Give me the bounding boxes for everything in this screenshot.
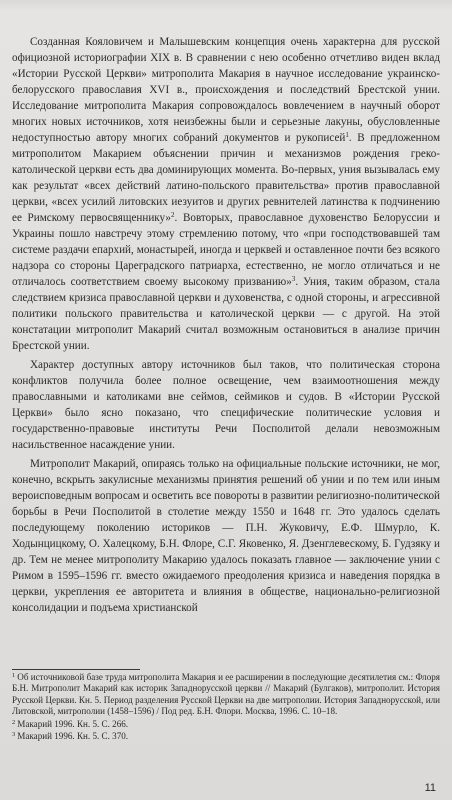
footnote-2: $^2$ Макарий 1996. Кн. 5. С. 266. xyxy=(12,718,129,729)
text-run: Созданная Кояловичем и Малышевским концепция очень характерна для русской официозной историографии XIX в. В сравнении с нею особенно отчетливо виден вклад «Истории Русской Церкви» митрополита Макария в научное исследование украинско-белорусского православия XVI в., происхождения и последствий Брестской унии. Исследование митрополита Макария сопровождалось вовлечением в научный оборот многих новых источников, хотя неизбежны были и серьезные лакуны, обусловленные недоступностью автору многих собраний документов и рукописей xyxy=(12,36,440,144)
text-run: Митрополит Макарий, опираясь только на официальные польские источники, не мог, конечно, вскрыть закулисные механизмы принятия решений об унии и по тем или иным вероисповедным вопросам и осветить все повороты в развитии религиозно-политической борьбы в Речи Посполитой в столетие между 1550 и 1648 гг. Это удалось сделать последующему поколению историков — П.Н. Жуковичу, Е.Ф. Шмурло, К. Ходынцицкому, О. Халецкому, Б.Н. Флоре, С.Г. Яковенко, Я. Дзенглевескому, Б. Гудзяку и др. Тем не менее митрополиту Макарию удалось показать главное — заключение унии с Римом в 1595–1596 гг. вместо ожидаемого преодоления кризиса и наведения порядка в церкви, укрепления ее авторитета и влияния в обществе, национально-религиозной консолидации и подъема христианской xyxy=(12,458,440,614)
text-run: Характер доступных автору источников был таков, что политическая сторона конфликтов получила более полное освещение, чем взаимоотношения между православными и католиками вне сеймов, сеймиков и судов. В «Истории Русской Церкви» было ясно показано, что специфические политические условия и государственно-правовые институты Речи Посполитой делали невозможным насильственное насаждение унии. xyxy=(12,359,440,451)
footnote-rule xyxy=(12,669,140,670)
text-run: . В предложенном митрополитом Макарием объяснении причин и механизмов рождения греко-католической церкви есть два доминирующих момента. Во-первых, уния вызывалась ему как результат «всех действий латино-польского правительства» против православной церкви, «всех усилий литовских иезуитов и других ревнителей латинства к подчинению ее Римскому первосвященнику» xyxy=(12,132,440,224)
footnote-ref: 2 xyxy=(170,211,175,219)
footnote-1: $^1$ Об источниковой базе труда митрополита Макария и ее расширении в последующие десятилетия см.: Флоря Б.Н. Митрополит Макарий как историк Западнорусской церкви // Макарий (Булгаков), митрополит. История Русской Церкви. Кн. 5. Период разделения Русской Церкви на две митрополии. История Западнорусской, или Литовской, митрополии (1458–1596) / Под ред. Б.Н. Флори. Москва, 1996. С. 10–18. xyxy=(12,672,440,717)
page-shadow xyxy=(0,0,452,10)
text-run: . Уния, таким образом, стала следствием кризиса православной церкви и духовенства, с одной стороны, и агрессивной политики польского правительства и католической церкви — с другой. На этой констатации митрополит Макарий считал возможным остановиться в анализе причин Брестской унии. xyxy=(12,276,440,352)
main-text xyxy=(12,34,440,616)
page-number: 11 xyxy=(424,782,436,794)
footnotes xyxy=(12,672,440,743)
footnote-3: $^3$ Макарий 1996. Кн. 5. С. 370. xyxy=(12,731,129,742)
text-run: . Вовторых, православное духовенство Белоруссии и Украины пошло навстречу этому стремлению потому, что «при господствовавшей там системе раздачи епархий, монастырей, иногда и церквей и оставленное почти без всякого надзора со стороны Цареградского патриарха, естественно, не могло отличаться и не отличалось соответствием своему высокому призванию» xyxy=(12,212,440,288)
paragraph-3 xyxy=(12,456,440,616)
footnote-ref: 1 xyxy=(345,131,349,139)
footnote-ref: 3 xyxy=(291,275,296,283)
paragraph-1 xyxy=(12,34,440,354)
paragraph-2 xyxy=(12,357,440,453)
